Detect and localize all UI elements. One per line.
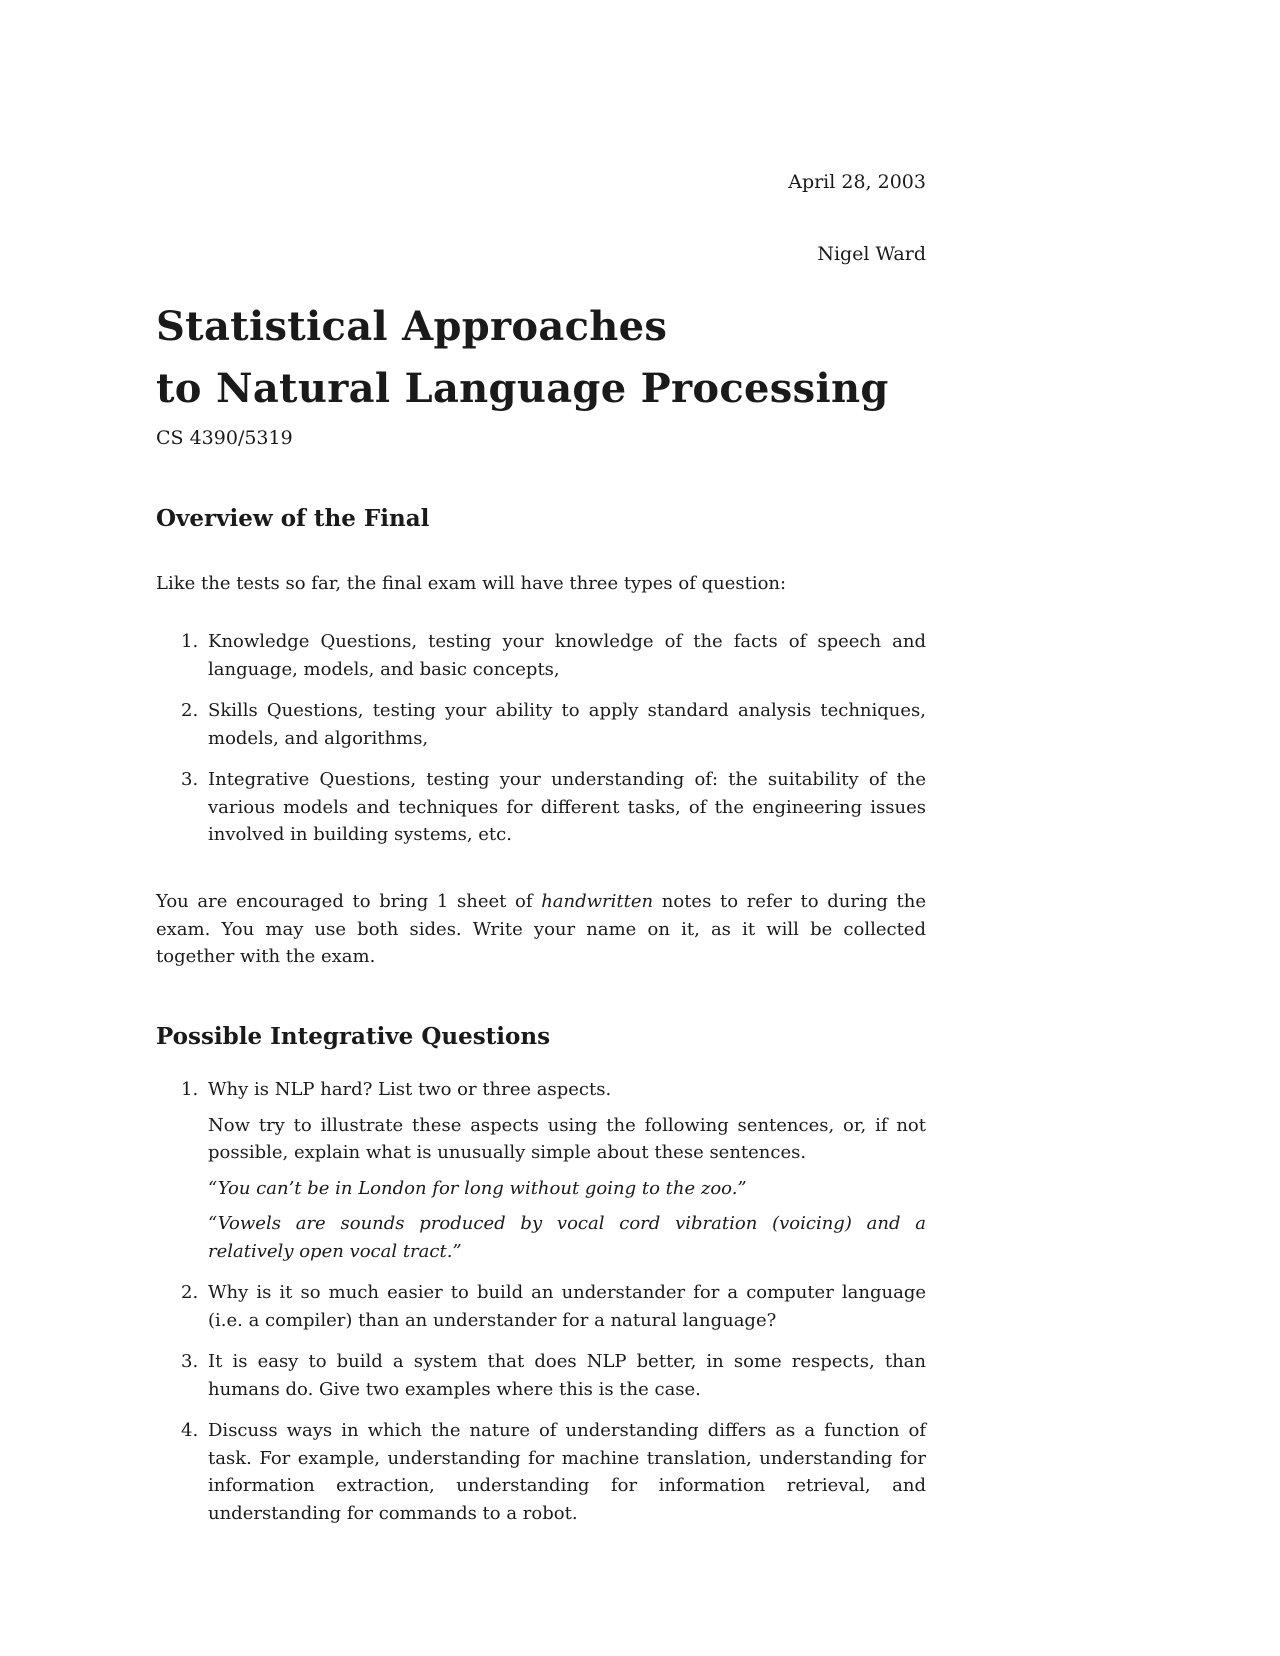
example-sentence-2: “Vowels are sounds produced by vocal cord vibration (voicing) and a relatively open vocal tract.” — [208, 1213, 926, 1262]
document-author: Nigel Ward — [817, 243, 926, 265]
overview-heading: Overview of the Final — [156, 505, 430, 532]
title-line-2: to Natural Language Processing — [156, 365, 889, 412]
course-number: CS 4390/5319 — [156, 427, 293, 449]
notes-text-end: notes to refer to during the exam. You may use both sides. Write your name on it, as it will be collected together with the exam. — [156, 891, 926, 967]
list-item-number: 2. — [181, 1282, 199, 1303]
notes-paragraph — [156, 888, 926, 971]
list-item-text: Knowledge Questions, testing your knowledge of the facts of speech and language, models, and basic concepts, — [208, 631, 926, 680]
list-item-number: 4. — [181, 1420, 199, 1441]
question-text: Why is NLP hard? List two or three aspects. — [208, 1079, 612, 1100]
notes-text-start: You are encouraged to bring 1 sheet of — [156, 891, 542, 912]
list-item — [156, 1279, 926, 1334]
list-item-number: 3. — [181, 769, 199, 790]
integrative-heading: Possible Integrative Questions — [156, 1023, 551, 1050]
question-text: Why is it so much easier to build an understander for a computer language (i.e. a compiler) than an understander for a natural language? — [208, 1282, 926, 1331]
list-item — [156, 628, 926, 683]
document-date: April 28, 2003 — [788, 171, 926, 193]
question-text: It is easy to build a system that does NLP better, in some respects, than humans do. Give two examples where this is the case. — [208, 1351, 926, 1400]
question-types-list — [156, 628, 926, 863]
question-text: Discuss ways in which the nature of understanding differs as a function of task. For example, understanding for machine translation, understanding for information extraction, understanding for information retrieval, and understanding for commands to a robot. — [208, 1420, 926, 1524]
document-title — [156, 296, 956, 420]
title-line-1: Statistical Approaches — [156, 303, 668, 350]
list-item — [156, 1348, 926, 1403]
list-item — [156, 766, 926, 849]
example-sentence-1: “You can’t be in London for long without going to the zoo.” — [208, 1177, 747, 1199]
list-item-number: 1. — [181, 631, 199, 652]
list-item-text: Skills Questions, testing your ability to apply standard analysis techniques, models, and algorithms, — [208, 700, 926, 749]
list-item-text: Integrative Questions, testing your understanding of: the suitability of the various models and techniques for different tasks, of the engineering issues involved in building systems, etc. — [208, 769, 926, 845]
list-item-number: 2. — [181, 700, 199, 721]
list-item-number: 1. — [181, 1079, 199, 1100]
notes-emphasis: handwritten — [541, 891, 654, 912]
list-item-number: 3. — [181, 1351, 199, 1372]
list-item — [156, 1076, 926, 1265]
list-item — [156, 1417, 926, 1527]
overview-intro: Like the tests so far, the final exam will have three types of question: — [156, 573, 787, 594]
list-item — [156, 697, 926, 752]
integrative-questions-list — [156, 1076, 926, 1541]
question-followup: Now try to illustrate these aspects using the following sentences, or, if not possible, explain what is unusually simple about these sentences. — [208, 1114, 926, 1163]
